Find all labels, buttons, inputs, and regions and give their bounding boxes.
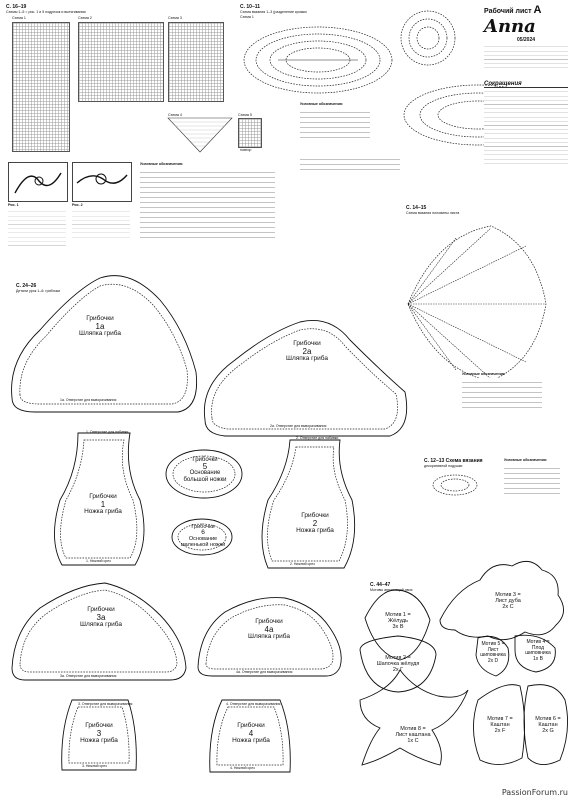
- part-number: 2a: [302, 346, 312, 356]
- part-title: Грибочки: [192, 457, 218, 463]
- legend-list-s3: [462, 378, 542, 412]
- part-name: Шляпка гриба: [285, 355, 328, 362]
- section-head-s1: С. 16–19: [6, 4, 27, 10]
- crochet-scheme-circle-1: [398, 8, 458, 68]
- motif-count: 3x В: [392, 624, 404, 630]
- part-number: 4: [248, 728, 254, 738]
- abbrev-list: [484, 88, 568, 166]
- motif-name: Шапочка жёлудя: [376, 661, 420, 667]
- figure-caption-2: Рис. 2: [72, 203, 83, 207]
- scheme-label: Схема 4: [168, 113, 182, 117]
- part-title: Грибочки: [85, 722, 113, 729]
- part-2a: [282, 340, 332, 363]
- motif-count: 1x В: [532, 655, 543, 662]
- motif-title: Мотив 3 =: [495, 592, 521, 598]
- motif-title: Мотив 5 =: [481, 641, 505, 647]
- part-name: Шляпка гриба: [79, 621, 122, 628]
- part-title: Грибочки: [255, 618, 283, 625]
- motif-6: [530, 716, 566, 734]
- part-name: Ножка гриба: [232, 737, 270, 744]
- part-number: 6: [201, 529, 205, 536]
- part-edge-label: 4. Нижний срез: [230, 766, 255, 770]
- imprint-text: [484, 43, 568, 71]
- motif-title: Мотив 7 =: [487, 716, 513, 722]
- motif-4: [522, 640, 554, 662]
- motif-title: Мотив 8 =: [400, 726, 426, 732]
- part-name: Ножка гриба: [80, 737, 118, 744]
- scheme-label: Схема 2: [78, 16, 92, 20]
- motif-2: [370, 655, 426, 673]
- legend-list: [140, 168, 275, 238]
- instruction-text-1: [8, 208, 66, 246]
- section-sub-s2: Схема вязания 1–3 (разделение кромки: [240, 10, 307, 14]
- legend-title-s4: Условные обозначения:: [504, 458, 548, 462]
- part-1: [78, 493, 128, 516]
- sheet-letter: A: [533, 4, 542, 16]
- part-5: [180, 457, 230, 483]
- crochet-pillow-scheme: [430, 470, 480, 500]
- part-edge-label: 1. Нижний срез: [86, 559, 111, 563]
- part-title: Грибочки: [89, 493, 117, 500]
- part-name: Ножка гриба: [84, 508, 122, 515]
- section-head-s5: С. 24–26: [16, 283, 37, 289]
- scheme-label: Схема 5: [238, 113, 252, 117]
- scheme-label: Схема 1: [240, 15, 254, 19]
- part-number: 1a: [95, 321, 105, 331]
- crochet-leaf-scheme: [396, 216, 556, 386]
- motif-count: 1x С: [407, 738, 419, 744]
- section-head-s6: С. 44–47: [370, 582, 391, 588]
- part-4: [226, 722, 276, 745]
- figure-caption-1: Рис. 1: [8, 203, 19, 207]
- part-name: Шляпка гриба: [78, 330, 121, 337]
- legend-list-s4: [504, 464, 560, 498]
- section-sub-s1: Схемы 1–5 = рис. 1 и 5 подрезок и вытягивания: [6, 10, 86, 14]
- knit-chart-3: [168, 22, 224, 102]
- motif-1: [372, 612, 424, 630]
- part-edge-label: 2a. Отверстие для выворачивания: [270, 424, 327, 428]
- part-edge-label: 2. Нижний срез: [290, 562, 315, 566]
- part-number: 3: [96, 728, 102, 738]
- motif-name: Каштан: [490, 722, 510, 728]
- motif-count: 2x D: [487, 657, 499, 664]
- part-name: Основание маленькой ножки: [180, 536, 226, 548]
- abbrev-title: Сокращения: [484, 81, 568, 88]
- motif-7: [482, 716, 518, 734]
- part-title: Грибочки: [301, 512, 329, 519]
- motif-name: Каштан: [538, 722, 558, 728]
- motif-name: Плод шиповника: [525, 644, 551, 656]
- crochet-scheme-oval: [238, 20, 398, 100]
- part-1a: [75, 315, 125, 338]
- part-top-label: 3. Отверстие для выворачивания: [78, 702, 133, 706]
- motif-count: 2x С: [502, 604, 514, 610]
- part-edge-label: 3. Нижний срез: [82, 764, 107, 768]
- motif-title: Мотив 4 =: [526, 639, 550, 645]
- brand-logo: Anna: [484, 16, 536, 37]
- motif-name: Лист каштана: [395, 732, 431, 738]
- legend-title: Условные обозначения:: [140, 162, 184, 166]
- part-title: Грибочки: [293, 340, 321, 347]
- scheme-note-s2: [300, 155, 400, 173]
- section-sub-s6: Мотивы аппликаций хвоя: [370, 588, 413, 592]
- part-3: [74, 722, 124, 745]
- part-6: [180, 524, 226, 548]
- brand-block: [484, 4, 568, 166]
- illustration-fig2: [72, 162, 132, 202]
- part-top-label: 4. Отверстие для выворачивания: [226, 702, 281, 706]
- legend-list-s2: [300, 108, 370, 138]
- part-title: Грибочки: [86, 315, 114, 322]
- section-sub-s3: Схема вязания половины листа: [406, 211, 460, 215]
- part-number: 2: [312, 518, 318, 528]
- part-edge-label: 1a. Отверстие для выворачивания: [60, 398, 117, 402]
- part-number: 3a: [96, 612, 106, 622]
- motif-count: 2x G: [542, 728, 554, 734]
- part-4a: [244, 618, 294, 641]
- repeat-note: повтор: [240, 148, 252, 152]
- part-name: Ножка гриба: [296, 527, 334, 534]
- part-title: Грибочки: [191, 524, 215, 530]
- part-top-label: 2. Отверстие для набивки: [296, 436, 339, 440]
- part-number: 1: [100, 499, 106, 509]
- motif-8: [388, 726, 438, 744]
- knit-chart-4: [160, 112, 240, 157]
- motif-3: [480, 592, 536, 610]
- motif-title: Мотив 2 =: [385, 655, 411, 661]
- motif-title: Мотив 1 =: [385, 612, 411, 618]
- part-name: Шляпка гриба: [247, 633, 290, 640]
- issue-number: 05/2024: [516, 37, 536, 43]
- section-head-s2: С. 10–11: [240, 4, 261, 10]
- part-2: [290, 512, 340, 535]
- motif-count: 2x F: [494, 728, 506, 734]
- scheme-label: Схема 1: [12, 16, 26, 20]
- part-name: Основание большой ножки: [183, 470, 227, 483]
- motif-title: Мотив 6 =: [535, 716, 561, 722]
- part-top-label: 1. Отверстие для набивки: [86, 430, 129, 434]
- knit-chart-1: [12, 22, 70, 152]
- sheet-title: Рабочий лист: [484, 8, 532, 15]
- motif-name: Жёлудь: [388, 618, 408, 624]
- part-3a: [76, 606, 126, 629]
- motif-count: 2x Г: [392, 667, 404, 673]
- part-number: 5: [202, 461, 208, 471]
- legend-title-s3: Условные обозначения:: [462, 372, 506, 376]
- section-head-s4: С. 12–13 Схема вязания: [424, 458, 483, 464]
- legend-title-s2: Условные обозначения:: [300, 102, 344, 106]
- part-edge-label: 4a. Отверстие для выворачивания: [236, 670, 293, 674]
- part-edge-label: 3a. Отверстие для выворачивания: [60, 674, 117, 678]
- section-head-s3: С. 14–15: [406, 205, 427, 211]
- section-sub-s4: декоративной подушки: [424, 464, 463, 468]
- knit-chart-5: [238, 118, 262, 148]
- scheme-label: Схема 3: [168, 16, 182, 20]
- watermark: PassionForum.ru: [501, 788, 568, 797]
- knit-chart-2: [78, 22, 164, 102]
- motif-name: Лист шиповника: [480, 646, 506, 658]
- part-title: Грибочки: [87, 606, 115, 613]
- part-number: 4a: [264, 624, 274, 634]
- instruction-text-2: [72, 208, 130, 240]
- section-sub-s5: Детали урок 1–6: грибочки: [16, 289, 61, 293]
- illustration-fig1: [8, 162, 68, 202]
- motif-5: [478, 642, 508, 664]
- part-title: Грибочки: [237, 722, 265, 729]
- motif-name: Лист дуба: [495, 598, 521, 604]
